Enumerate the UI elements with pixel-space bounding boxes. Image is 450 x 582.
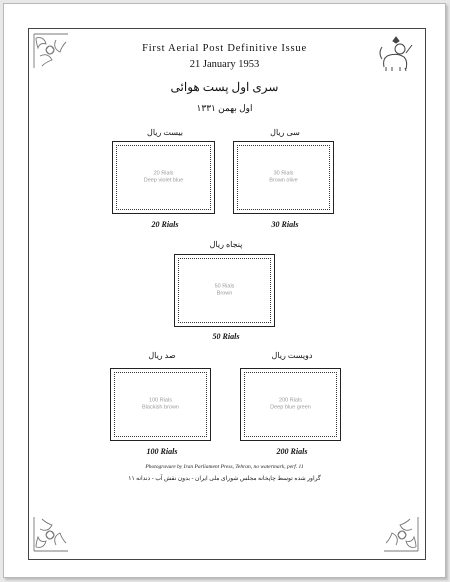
stamp-persian-label: پنجاه ریال bbox=[209, 240, 243, 249]
stamp-value: 50 Rials bbox=[214, 283, 235, 290]
stamp-value: 30 Rials bbox=[273, 170, 294, 177]
stamp-frame bbox=[110, 368, 211, 441]
printing-notes-english: Photogravure by Iran Parliament Press, Tehran, no watermark, perf. 11 bbox=[145, 464, 304, 470]
stamp-caption: 200 Rials bbox=[276, 447, 308, 456]
stamp-persian-label: سی ریال bbox=[270, 128, 300, 137]
persian-date: اول بهمن ۱۳۳۱ bbox=[196, 103, 253, 113]
stamp-slot-20-rials bbox=[112, 128, 218, 232]
stamp-color: Blackish brown bbox=[142, 404, 179, 411]
stamp-value: 100 Rials bbox=[149, 397, 172, 404]
stamp-description bbox=[111, 397, 210, 412]
stamp-description bbox=[241, 397, 340, 412]
printing-notes-persian: گراور شده توسط چاپخانه مجلس شورای ملی ایران - بدون نقش آب - دندانه ۱۱ bbox=[128, 476, 321, 482]
corner-ornament-bottom-right bbox=[382, 515, 420, 553]
page-title: First Aerial Post Definitive Issue bbox=[142, 43, 307, 54]
stamp-frame bbox=[240, 368, 341, 441]
stamp-value: 200 Rials bbox=[279, 397, 302, 404]
stamp-caption: 50 Rials bbox=[212, 332, 240, 341]
album-page bbox=[3, 3, 446, 578]
stamp-persian-label: بیست ریال bbox=[147, 128, 183, 137]
stamp-caption: 20 Rials bbox=[151, 220, 179, 229]
stamp-slot-200-rials bbox=[240, 351, 344, 461]
persian-title: سری اول پست هوائی bbox=[170, 80, 279, 94]
stamp-description bbox=[234, 170, 333, 185]
stamp-frame bbox=[174, 254, 275, 327]
stamp-value: 20 Rials bbox=[153, 170, 174, 177]
stamp-caption: 100 Rials bbox=[146, 447, 178, 456]
stamp-caption: 30 Rials bbox=[271, 220, 299, 229]
stamp-color: Brown bbox=[216, 290, 233, 297]
stamp-description bbox=[175, 283, 274, 298]
stamp-persian-label: دویست ریال bbox=[271, 351, 313, 360]
stamp-slot-50-rials bbox=[174, 240, 278, 346]
stamp-color: Deep violet blue bbox=[143, 177, 184, 184]
corner-ornament-bottom-left bbox=[32, 515, 70, 553]
stamp-color: Brown olive bbox=[269, 177, 298, 184]
stamp-slot-100-rials bbox=[110, 351, 214, 461]
issue-date: 21 January 1953 bbox=[189, 59, 260, 70]
stamp-color: Deep blue green bbox=[270, 404, 311, 411]
stamp-frame bbox=[112, 141, 215, 214]
stamp-persian-label: صد ریال bbox=[148, 351, 176, 360]
stamp-slot-30-rials bbox=[233, 128, 337, 232]
stamp-description bbox=[113, 170, 214, 185]
stamp-frame bbox=[233, 141, 334, 214]
